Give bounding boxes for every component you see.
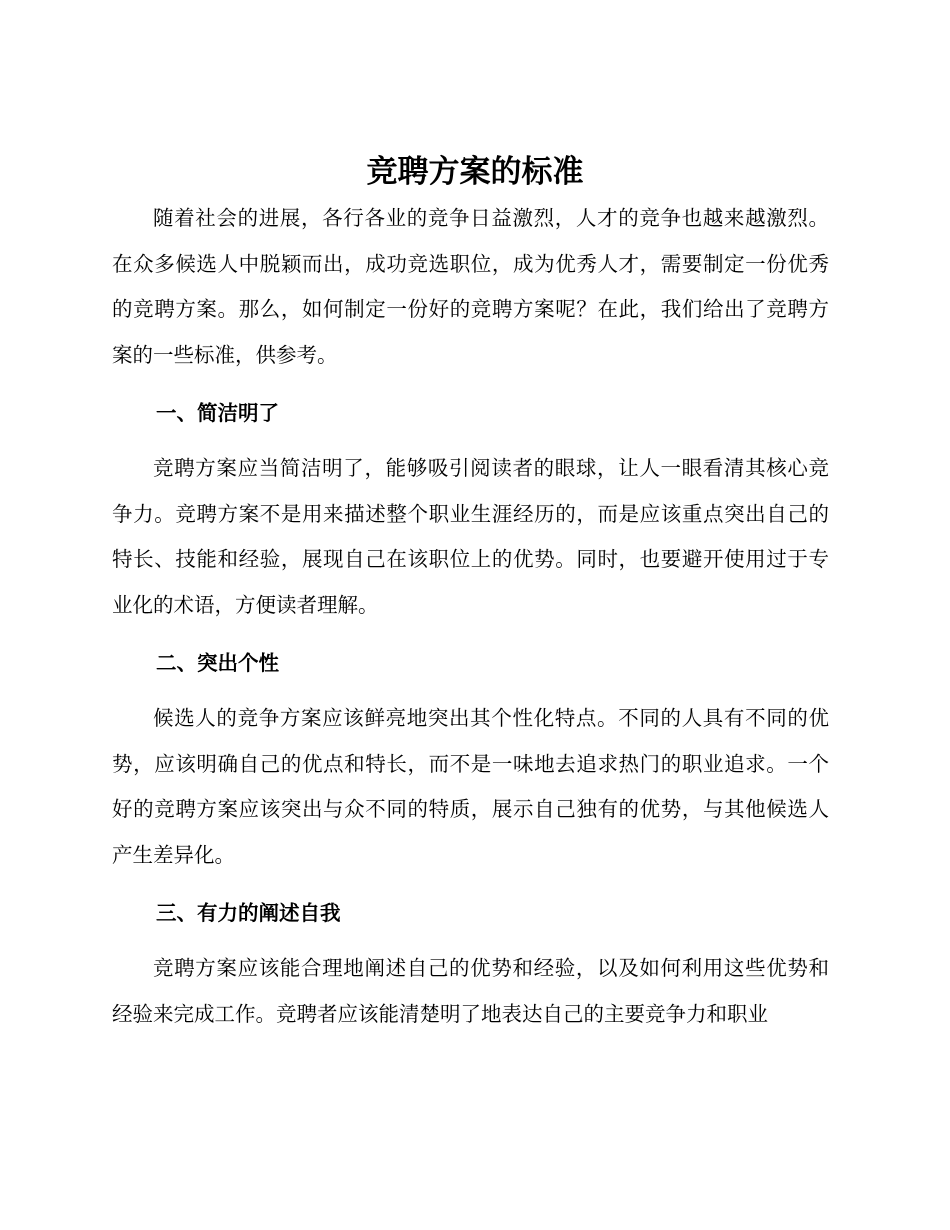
- document-title: 竞聘方案的标准: [366, 154, 584, 190]
- section-body-1: 竞聘方案应当简洁明了，能够吸引阅读者的眼球，让人一眼看清其核心竞争力。竞聘方案不是用来描述整个职业生涯经历的，而是应该重点突出自己的特长、技能和经验，展现自己在该职位上的优势。同时，也要避开使用过于专业化的术语，方便读者理解。: [112, 456, 829, 617]
- intro-paragraph: 随着社会的进展，各行各业的竞争日益激烈，人才的竞争也越来越激烈。在众多候选人中脱颖而出，成功竞选职位，成为优秀人才，需要制定一份优秀的竞聘方案。那么，如何制定一份好的竞聘方案呢？在此，我们给出了竞聘方案的一些标准，供参考。: [112, 206, 829, 367]
- section-heading-1: 一、简洁明了: [156, 401, 279, 425]
- section-body-2: 候选人的竞争方案应该鲜亮地突出其个性化特点。不同的人具有不同的优势，应该明确自己的优点和特长，而不是一味地去追求热门的职业追求。一个好的竞聘方案应该突出与众不同的特质，展示自己独有的优势，与其他候选人产生差异化。: [112, 706, 829, 867]
- section-body-3: 竞聘方案应该能合理地阐述自己的优势和经验，以及如何利用这些优势和经验来完成工作。竞聘者应该能清楚明了地表达自己的主要竞争力和职业: [112, 956, 829, 1026]
- section-heading-3: 三、有力的阐述自我: [156, 901, 341, 925]
- section-heading-2: 二、突出个性: [156, 651, 279, 675]
